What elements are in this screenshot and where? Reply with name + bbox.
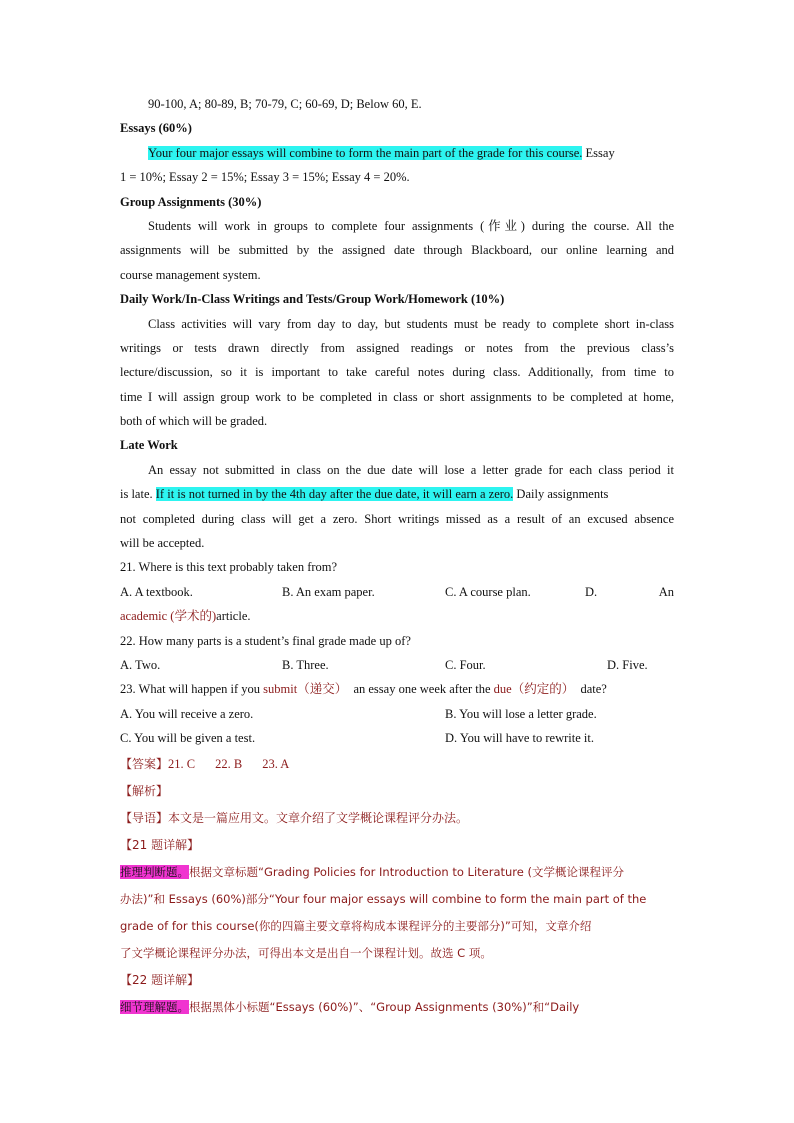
daily-work-heading: Daily Work/In-Class Writings and Tests/Group Work/Homework (10%) [120,292,505,307]
q22-option-c: C. Four. [445,657,486,672]
essays-paragraph-line-1: Your four major essays will combine to form the main part of the grade for this course. Essay [148,145,615,160]
academic-gloss: academic (学术的) [120,609,217,624]
essays-highlight: Your four major essays will combine to form the main part of the grade for this course. [148,145,583,160]
daoyu-line: 【导语】本文是一篇应用文。文章介绍了文学概论课程评分办法。 [120,810,469,825]
daily-paragraph-line-3: lecture/discussion, so it is important to take careful notes during class. Additionally, from time to [120,365,674,380]
q23-option-c: C. You will be given a test. [120,731,256,746]
late-paragraph-line-1: An essay not submitted in class on the due date will lose a letter grade for each class period it [148,462,674,477]
analysis-heading: 【解析】 [120,783,169,798]
q21-option-a: A. A textbook. [120,584,193,599]
q23-option-b: B. You will lose a letter grade. [445,706,597,721]
daily-paragraph-line-1: Class activities will vary from day to day, but students must be ready to complete short in-class [148,316,674,331]
q21-option-c: C. A course plan. [445,584,531,599]
q22-option-d: D. Five. [607,657,648,672]
q21-detail-line-3: grade of for this course(你的四篇主要文章将构成本课程评分的主要部分)”可知，文章介绍 [120,918,592,933]
group-assignments-heading: Group Assignments (30%) [120,194,262,209]
daily-paragraph-line-2: writings or tests drawn directly from assigned readings or notes from the previous class’s [120,340,674,355]
late-work-heading: Late Work [120,438,178,453]
daily-paragraph-line-5: both of which will be graded. [120,414,268,429]
q21-detail-line-2: 办法)”和 Essays (60%)部分“Your four major essays will combine to form the main part of the [120,891,647,906]
question-23-options-row-1 [120,702,674,726]
q23-option-d: D. You will have to rewrite it. [445,731,594,746]
q22-detail-line-1: 细节理解题。根据黑体小标题“Essays (60%)”、“Group Assignments (30%)”和“Daily [120,999,580,1014]
q23-option-a: A. You will receive a zero. [120,706,254,721]
q21-type-tag: 推理判断题。 [120,864,189,879]
group-paragraph-line-3: course management system. [120,267,261,282]
question-21-stem: 21. Where is this text probably taken from? [120,560,338,575]
question-22-options [120,653,674,677]
q22-type-tag: 细节理解题。 [120,999,189,1014]
essays-heading: Essays (60%) [120,121,192,136]
q22-option-a: A. Two. [120,657,161,672]
question-23-stem: 23. What will happen if you submit（递交） an essay one week after the due（约定的） date? [120,682,607,697]
due-gloss: due（约定的） [493,682,575,697]
q21-option-b: B. An exam paper. [282,584,375,599]
essays-paragraph-line-2: 1 = 10%; Essay 2 = 15%; Essay 3 = 15%; Essay 4 = 20%. [120,170,410,185]
q21-option-d-label: D. [585,584,598,599]
late-highlight: If it is not turned in by the 4th day after the due date, it will earn a zero. [155,487,514,502]
question-23-options-row-2 [120,726,674,750]
grading-scale: 90-100, A; 80-89, B; 70-79, C; 60-69, D; Below 60, E. [148,97,422,111]
daily-paragraph-line-4: time I will assign group work to be completed in class or short assignments to be completed at home, [120,389,674,404]
q21-detail-line-4: 了文学概论课程评分办法，可得出本文是出自一个课程计划。故选 C 项。 [120,945,492,960]
question-21-option-d-cont: academic (学术的)article. [120,609,251,624]
q21-option-d-word: An [658,584,674,599]
group-paragraph-line-1: Students will work in groups to complete four assignments (作业) during the course. All the [148,218,674,233]
q22-option-b: B. Three. [282,657,329,672]
late-paragraph-line-4: will be accepted. [120,536,205,551]
late-paragraph-line-2: is late. If it is not turned in by the 4th day after the due date, it will earn a zero. Daily assignments [120,487,609,502]
submit-gloss: submit（递交） [263,682,348,697]
question-21-options [120,580,674,604]
group-paragraph-line-2: assignments will be submitted by the assigned date through Blackboard, our online learning and [120,243,674,258]
q21-detail-heading: 【21 题详解】 [120,837,200,852]
question-22-stem: 22. How many parts is a student’s final grade made up of? [120,633,411,648]
q22-detail-heading: 【22 题详解】 [120,972,200,987]
answers-line: 【答案】21. C 22. B 23. A [120,756,290,771]
document-body [120,92,674,1021]
q21-detail-line-1: 推理判断题。根据文章标题“Grading Policies for Introduction to Literature (文学概论课程评分 [120,864,624,879]
late-paragraph-line-3: not completed during class will get a zero. Short writings missed as a result of an excused absence [120,511,674,526]
